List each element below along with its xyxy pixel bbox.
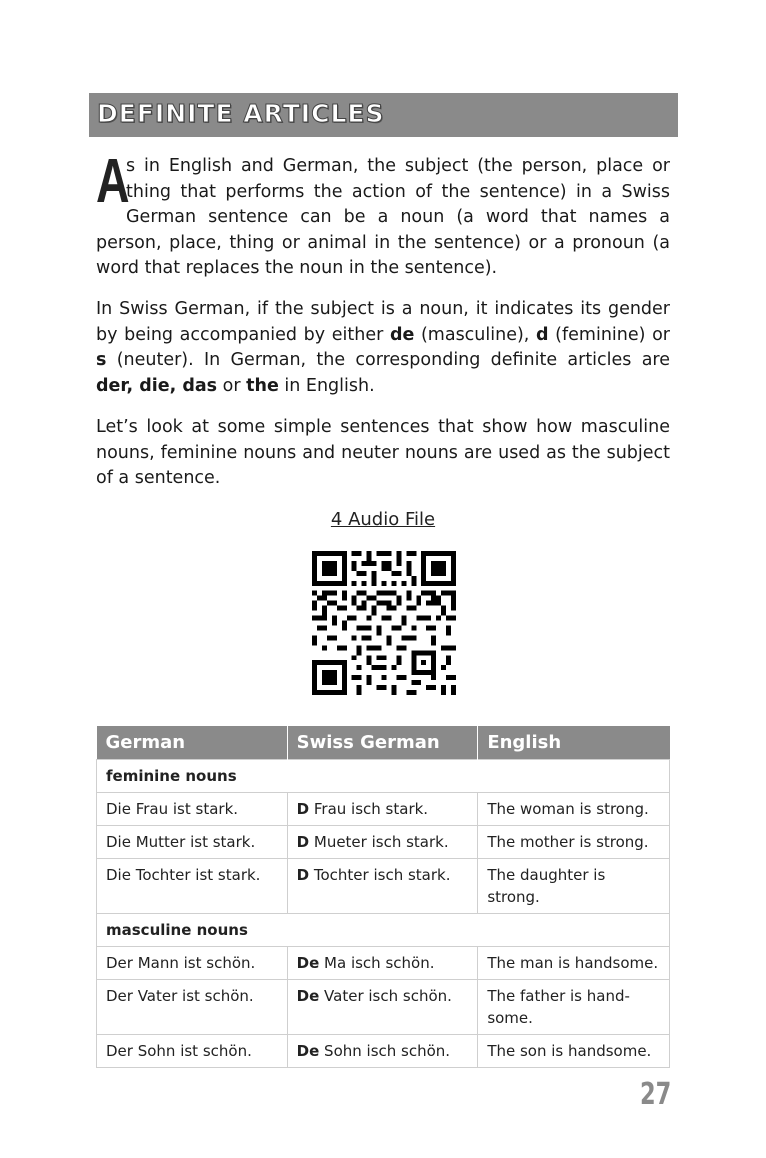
column-header-german: German [97, 726, 288, 760]
german-articles: der, die, das [96, 375, 218, 396]
intro-paragraph-text: s in English and German, the subject (the person, place or thing that performs the action of the sentence) in a Swiss German sentence can be a noun (a word that names a person, place, thing or animal in the sentence) or a pronoun (a word that replaces the noun in the sentence). [96, 156, 670, 278]
column-header-english: English [478, 726, 670, 760]
group-row [97, 914, 670, 947]
group-row [97, 760, 670, 793]
swiss-article: De [296, 987, 320, 1005]
paragraph-text: (feminine) or [548, 324, 670, 345]
swiss-text: Mueter isch stark. [309, 833, 449, 851]
swiss-article: De [296, 954, 320, 972]
german-cell: Der Sohn ist schön. [97, 1035, 288, 1068]
table-row [97, 793, 670, 826]
article-s: s [96, 350, 107, 370]
swiss-german-cell [287, 793, 478, 826]
swiss-text: Ma isch schön. [319, 954, 435, 972]
swiss-article: De [296, 1042, 320, 1060]
swiss-article: D [296, 866, 310, 884]
table-row [97, 980, 670, 1035]
swiss-german-cell [287, 826, 478, 859]
examples-paragraph: Let’s look at some simple sentences that show how masculine nouns, feminine nouns and neuter nouns are used as the subject of a sentence. [96, 417, 670, 488]
swiss-german-cell [287, 947, 478, 980]
paragraph-text: In Swiss German, if the subject is a noun, it indicates its gender by being accompanied by either [96, 299, 670, 345]
paragraph-text: (masculine), [414, 324, 536, 345]
article-de: de [389, 324, 415, 345]
swiss-german-cell [287, 1035, 478, 1068]
german-cell: Die Tochter ist stark. [97, 859, 288, 914]
swiss-article: D [296, 833, 310, 851]
german-cell: Der Vater ist schön. [97, 980, 288, 1035]
english-cell: The son is handsome. [478, 1035, 670, 1068]
column-header-swiss-german: Swiss German [287, 726, 478, 760]
drop-cap: A [96, 147, 130, 216]
swiss-article: D [296, 800, 310, 818]
swiss-text: Frau isch stark. [309, 800, 429, 818]
table-row [97, 826, 670, 859]
page-number: 27 [640, 1077, 672, 1112]
english-cell: The mother is strong. [478, 826, 670, 859]
english-cell: The woman is strong. [478, 793, 670, 826]
german-cell: Der Mann ist schön. [97, 947, 288, 980]
swiss-text: Tochter isch stark. [309, 866, 451, 884]
german-cell: Die Frau ist stark. [97, 793, 288, 826]
english-cell: The man is handsome. [478, 947, 670, 980]
german-cell: Die Mutter ist stark. [97, 826, 288, 859]
audio-file-link[interactable]: 4 Audio File [330, 509, 436, 530]
table-row [97, 859, 670, 914]
gender-paragraph [96, 297, 670, 399]
swiss-text: Sohn isch schön. [319, 1042, 451, 1060]
paragraph-text: in English. [278, 375, 375, 396]
article-d: d [536, 324, 549, 345]
paragraph-text: or [217, 375, 247, 396]
intro-paragraph [96, 147, 670, 282]
swiss-text: Vater isch schön. [319, 987, 452, 1005]
group-label-feminine: feminine nouns [97, 760, 670, 793]
vocab-table [96, 726, 670, 1068]
table-row [97, 947, 670, 980]
table-row [97, 1035, 670, 1068]
qr-code[interactable] [312, 551, 456, 695]
paragraph-text: (neuter). In German, the corresponding definite articles are [106, 350, 670, 370]
english-cell: The daughter is strong. [478, 859, 670, 914]
english-cell: The father is hand-some. [478, 980, 670, 1035]
swiss-german-cell [287, 980, 478, 1035]
section-header [89, 93, 678, 137]
swiss-german-cell [287, 859, 478, 914]
section-title: DEFINITE ARTICLES [97, 99, 385, 128]
table-header-row [97, 726, 670, 760]
english-article: the [246, 375, 279, 396]
group-label-masculine: masculine nouns [97, 914, 670, 947]
